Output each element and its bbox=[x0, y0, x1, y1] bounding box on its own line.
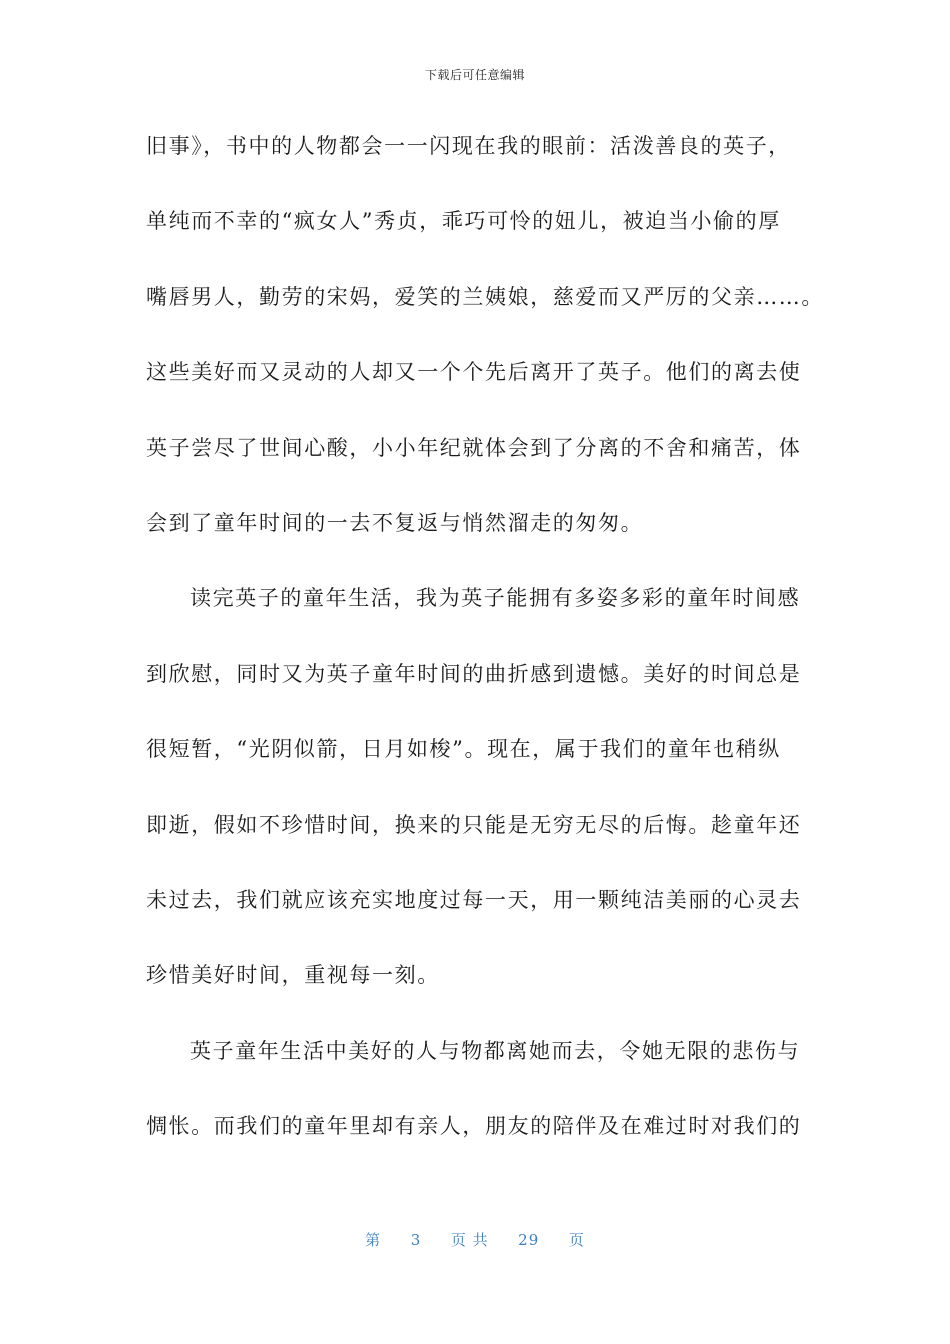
text-line: 很短暂，“光阴似箭，日月如梭”。现在，属于我们的童年也稍纵 bbox=[146, 737, 781, 762]
footer-prefix: 第 bbox=[365, 1231, 382, 1249]
text-line: 嘴唇男人，勤劳的宋妈，爱笑的兰姨娘，慈爱而又严厉的父亲……。 bbox=[146, 284, 824, 309]
paragraph-start-line: 读完英子的童年生活，我为英子能拥有多姿多彩的童年时间感 bbox=[190, 586, 801, 611]
page-footer bbox=[0, 1229, 950, 1250]
text-line: 惆怅。而我们的童年里却有亲人，朋友的陪伴及在难过时对我们的 bbox=[146, 1114, 802, 1139]
text-line: 未过去，我们就应该充实地度过每一天，用一颗纯洁美丽的心灵去 bbox=[146, 887, 802, 912]
footer-middle: 页 共 bbox=[450, 1231, 489, 1249]
paragraph-start-line: 英子童年生活中美好的人与物都离她而去，令她无限的悲伤与 bbox=[190, 1038, 801, 1063]
text-line: 珍惜美好时间，重视每一刻。 bbox=[146, 963, 440, 988]
footer-total-pages: 29 bbox=[518, 1231, 540, 1249]
text-line: 单纯而不幸的“疯女人”秀贞，乖巧可怜的妞儿，被迫当小偷的厚 bbox=[146, 209, 781, 234]
text-line: 会到了童年时间的一去不复返与悄然溜走的匆匆。 bbox=[146, 510, 644, 535]
text-line: 即逝，假如不珍惜时间，换来的只能是无穷无尽的后悔。趁童年还 bbox=[146, 812, 802, 837]
text-line: 到欣慰，同时又为英子童年时间的曲折感到遗憾。美好的时间总是 bbox=[146, 661, 802, 686]
text-line: 旧事》，书中的人物都会一一闪现在我的眼前：活泼善良的英子， bbox=[146, 134, 791, 158]
text-line: 这些美好而又灵动的人却又一个个先后离开了英子。他们的离去使 bbox=[146, 360, 802, 385]
footer-page-number: 3 bbox=[410, 1231, 422, 1249]
page-header: 下载后可任意编辑 bbox=[424, 68, 525, 82]
document-body bbox=[146, 128, 824, 1183]
text-line: 英子尝尽了世间心酸，小小年纪就体会到了分离的不舍和痛苦，体 bbox=[146, 435, 802, 460]
footer-suffix: 页 bbox=[568, 1231, 585, 1249]
